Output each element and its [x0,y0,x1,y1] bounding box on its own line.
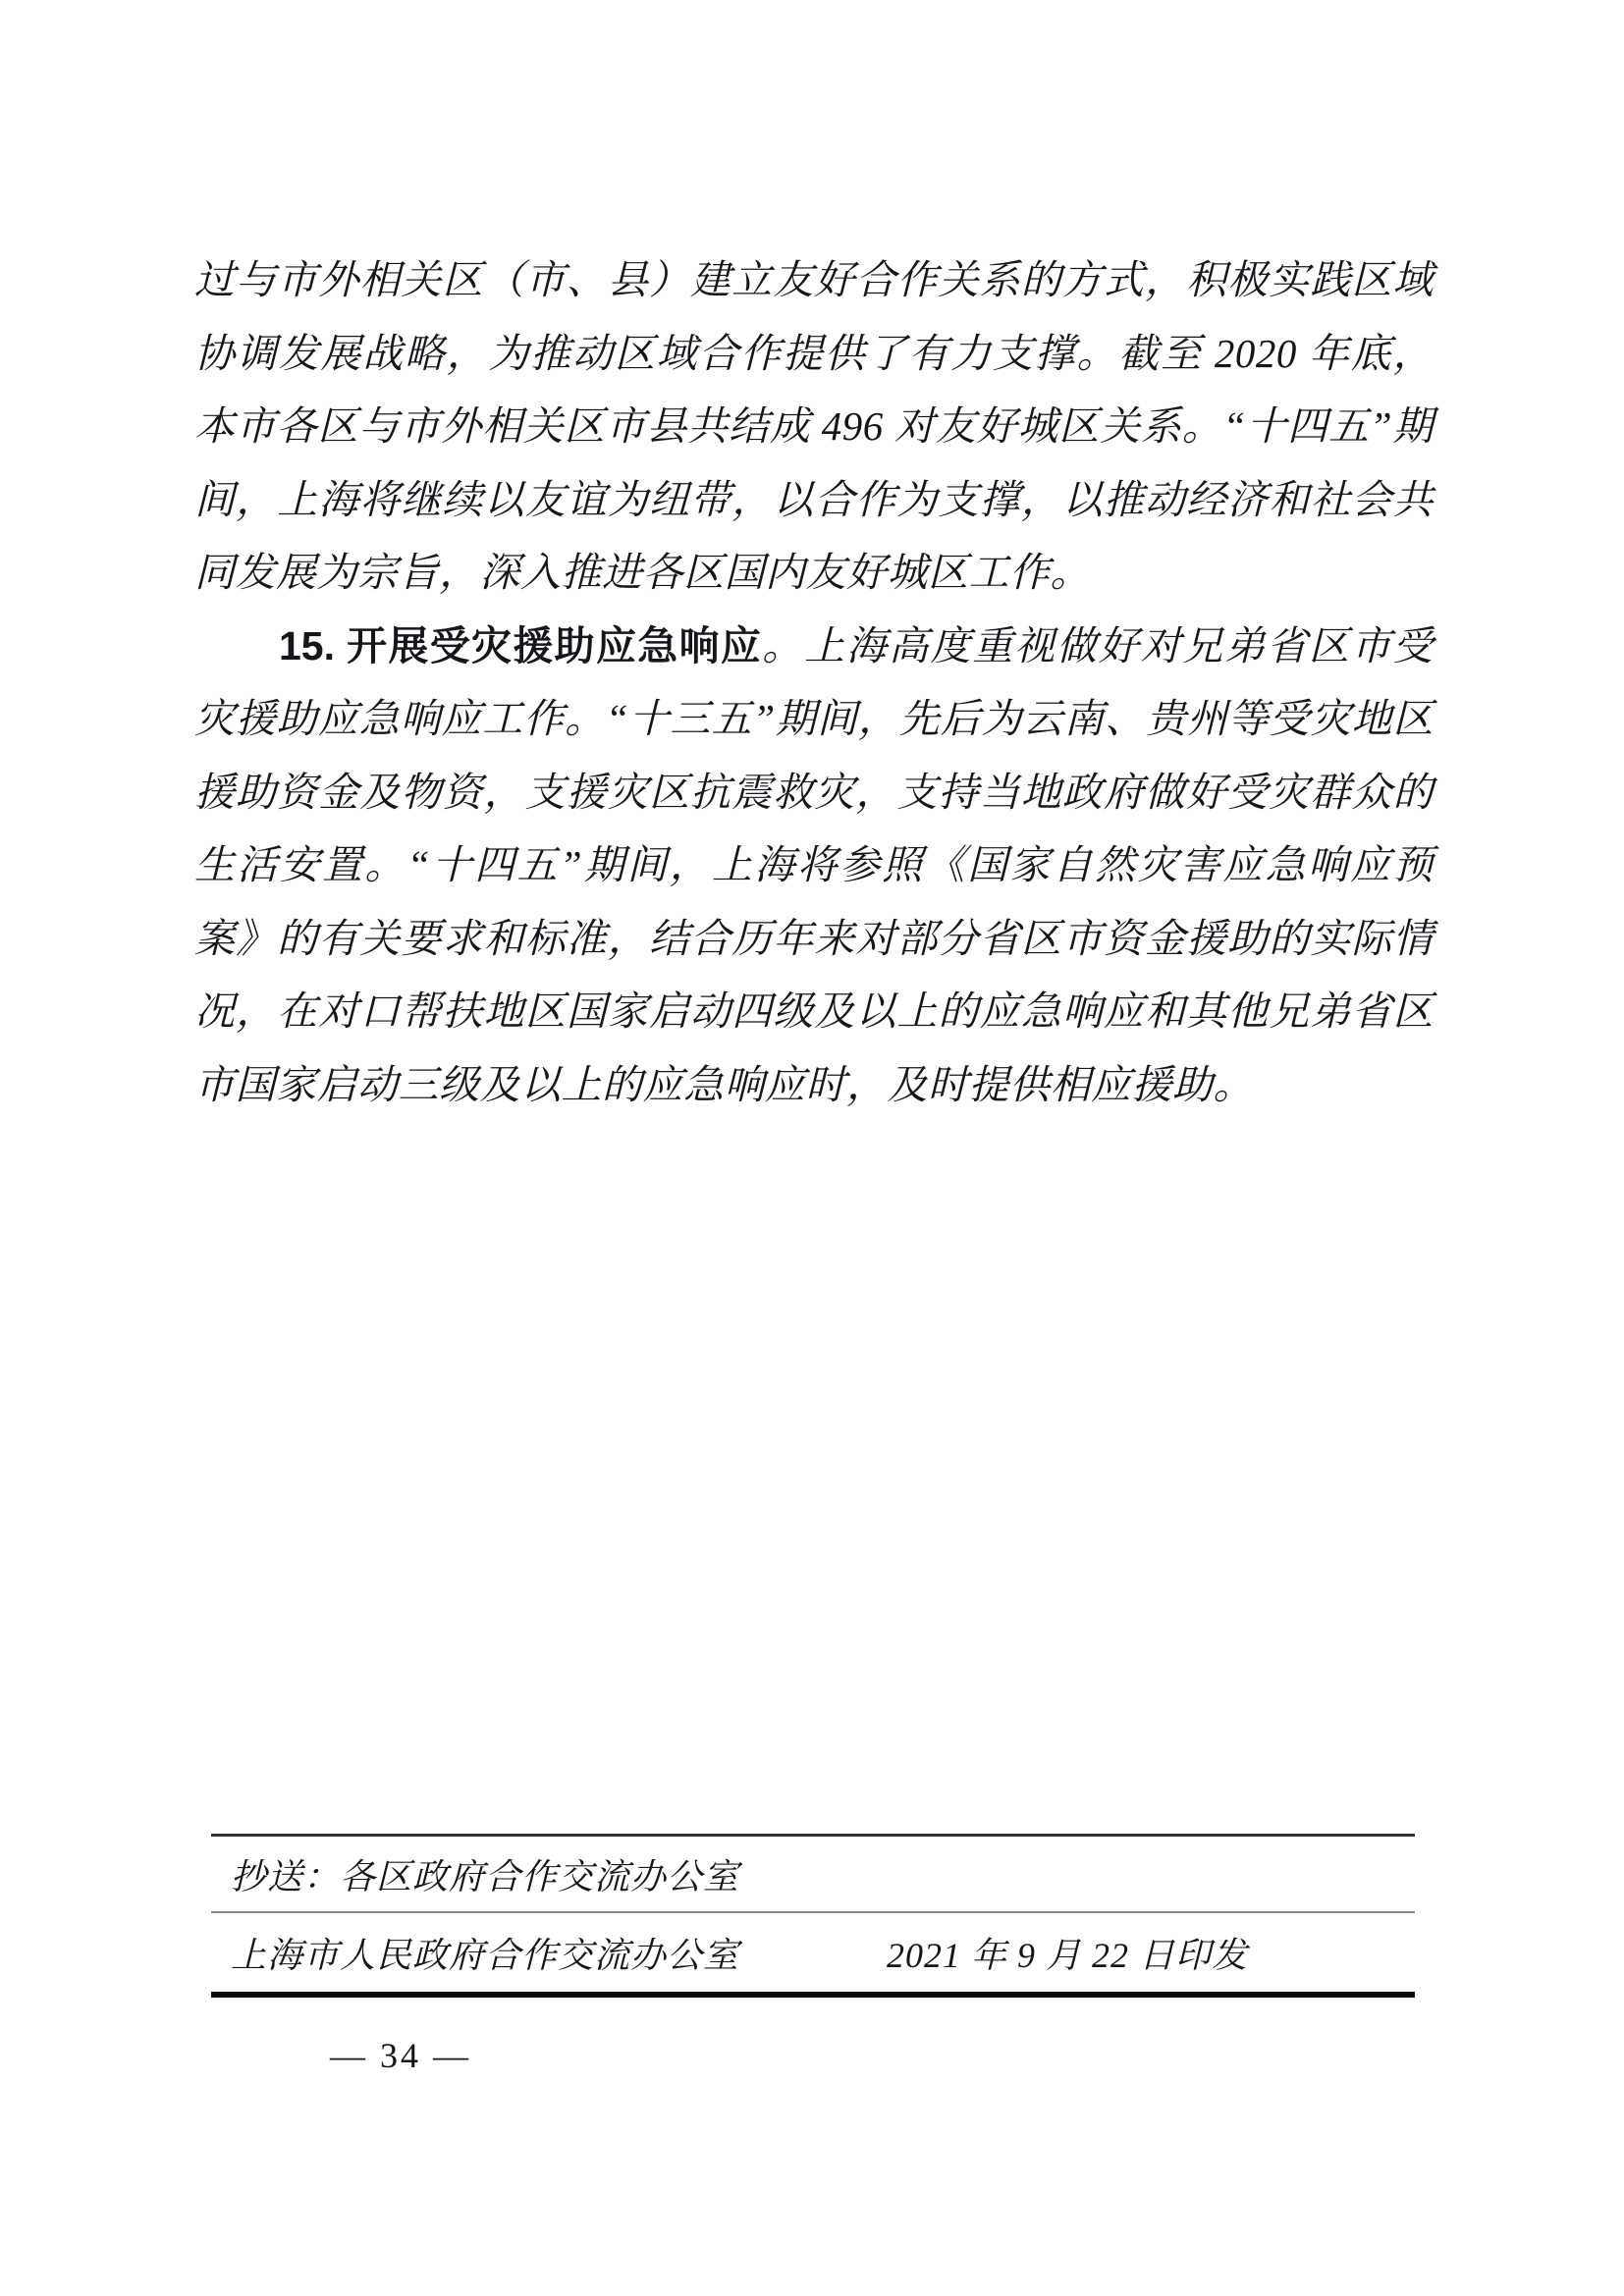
footer-rule-bottom [211,1992,1415,1998]
section-heading-title: 开展受灾援助应急响应 [347,622,763,668]
paragraph-section-15 [194,610,1434,1122]
section-number: 15. [279,622,335,668]
footer-issuer-row [211,1913,1415,1992]
page-number: — 34 — [330,2036,471,2075]
section-body-text: 。上海高度重视做好对兄弟省区市受灾援助应急响应工作。“十三五”期间，先后为云南、贵州等受灾地区援助资金及物资，支援灾区抗震救灾，支持当地政府做好受灾群众的生活安置。“十四五”期间，上海将参照《国家自然灾害应急响应预案》的有关要求和标准，结合历年来对部分省区市资金援助的实际情况，在对口帮扶地区国家启动四级及以上的应急响应和其他兄弟省区市国家启动三级及以上的应急响应时，及时提供相应援助。 [194,622,1435,1107]
footer-cc-row [211,1837,1415,1911]
footer-issuer-text: 上海市人民政府合作交流办公室 [231,1935,740,1975]
document-body [194,243,1434,1121]
footer-cc-text: 抄送：各区政府合作交流办公室 [231,1856,740,1896]
paragraph-continued: 过与市外相关区（市、县）建立友好合作关系的方式，积极实践区域协调发展战略，为推动区域合作提供了有力支撑。截至 2020 年底，本市各区与市外相关区市县共结成 496 对友好城区关系。“十四五”期间，上海将继续以友谊为纽带，以合作为支撑，以推动经济和社会共同发展为宗旨，深入推进各区国内友好城区工作。 [194,257,1434,595]
footer-issue-date: 2021 年 9 月 22 日印发 [887,1935,1249,1975]
document-footer [211,1834,1415,1998]
